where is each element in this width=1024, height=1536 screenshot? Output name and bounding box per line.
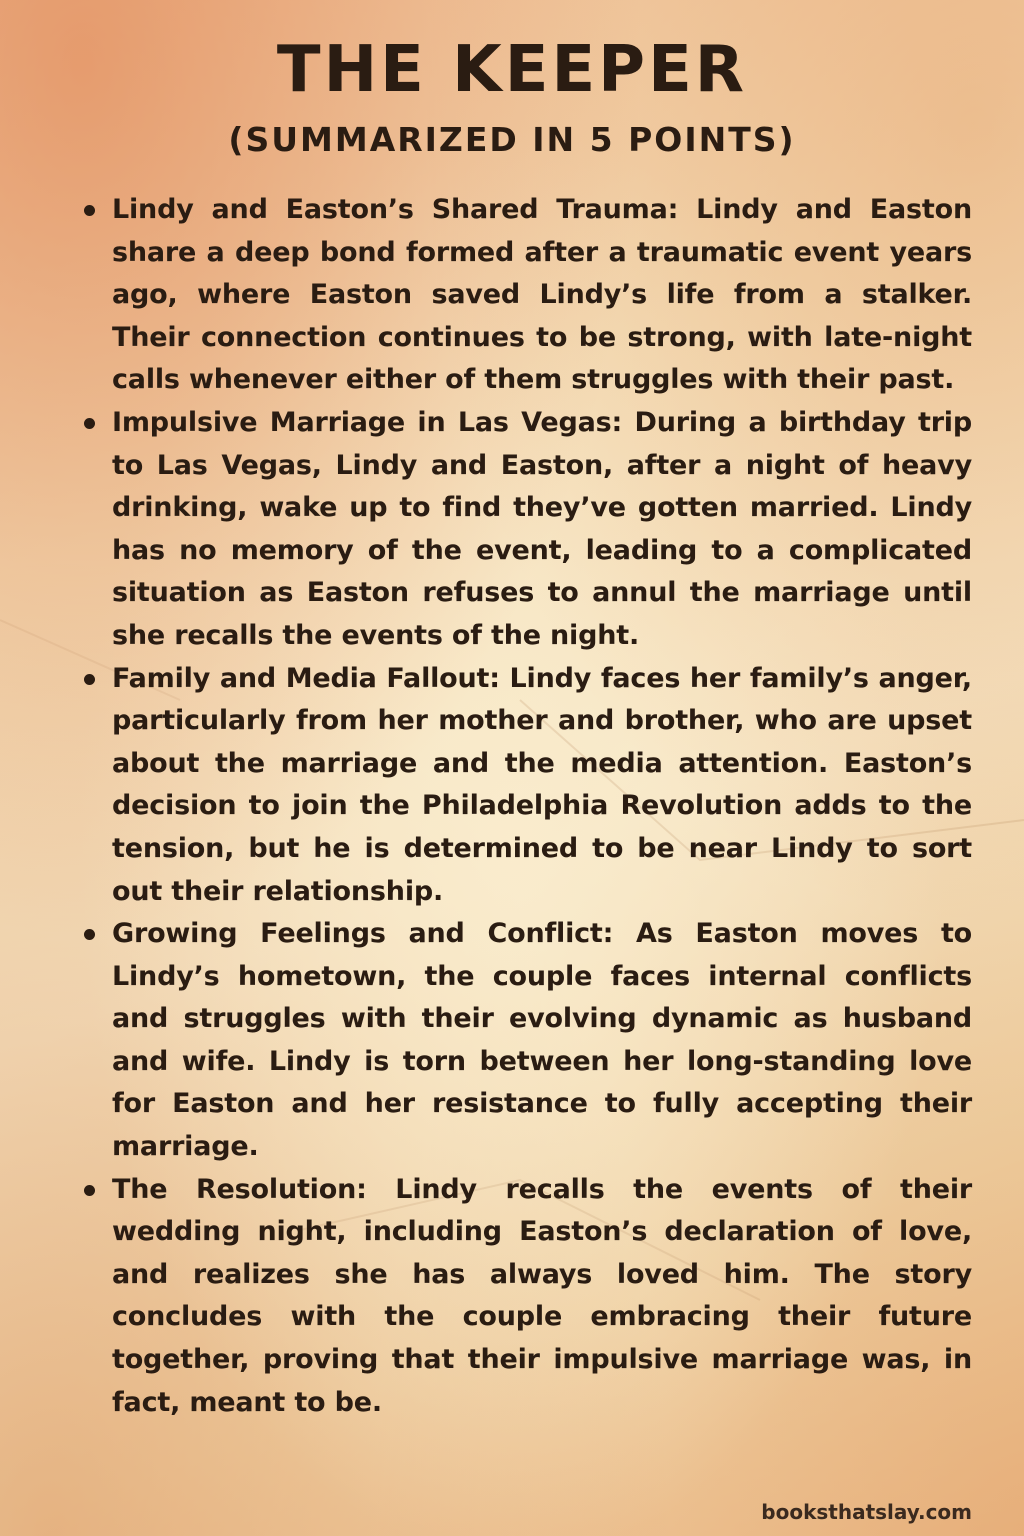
page-title: THE KEEPER (276, 33, 748, 107)
summary-point-text: Family and Media Fallout: Lindy faces her family’s anger, particularly from her mother and brother, who are upset about the marriage and the media attention. Easton’s decision to join the Philadelphia Revolution adds to the tension, but he is determined to be near Lindy to sort out their relationship. (112, 662, 972, 907)
summary-point (112, 1169, 972, 1425)
summary-point-text: Growing Feelings and Conflict: As Easton moves to Lindy’s hometown, the couple faces internal conflicts and struggles with their evolving dynamic as husband and wife. Lindy is torn between her long-standing love for Easton and her resistance to fully accepting their marriage. (112, 918, 972, 1163)
summary-point-text: The Resolution: Lindy recalls the events of their wedding night, including Easton’s declaration of love, and realizes she has always loved him. The story concludes with the couple embracing their future together, proving that their impulsive marriage was, in fact, meant to be. (112, 1173, 972, 1418)
summary-point (112, 913, 972, 1169)
site-watermark: booksthatslay.com (761, 1500, 972, 1524)
bullet-icon (84, 1185, 95, 1196)
summary-point (112, 658, 972, 914)
summary-point (112, 402, 972, 658)
page-subtitle: (SUMMARIZED IN 5 POINTS) (228, 120, 796, 159)
bullet-icon (84, 205, 95, 216)
summary-point (112, 189, 972, 402)
bullet-icon (84, 674, 95, 685)
summary-point-text: Impulsive Marriage in Las Vegas: During a birthday trip to Las Vegas, Lindy and Easton, after a night of heavy drinking, wake up to find they’ve gotten married. Lindy has no memory of the event, leading to a complicated situation as Easton refuses to annul the marriage until she recalls the events of the night. (112, 406, 972, 651)
summary-list (78, 189, 972, 1424)
summary-point-text: Lindy and Easton’s Shared Trauma: Lindy and Easton share a deep bond formed after a traumatic event years ago, where Easton saved Lindy’s life from a stalker. Their connection continues to be strong, with late-night calls whenever either of them struggles with their past. (112, 194, 972, 396)
bullet-icon (84, 418, 95, 429)
bullet-icon (84, 929, 95, 940)
